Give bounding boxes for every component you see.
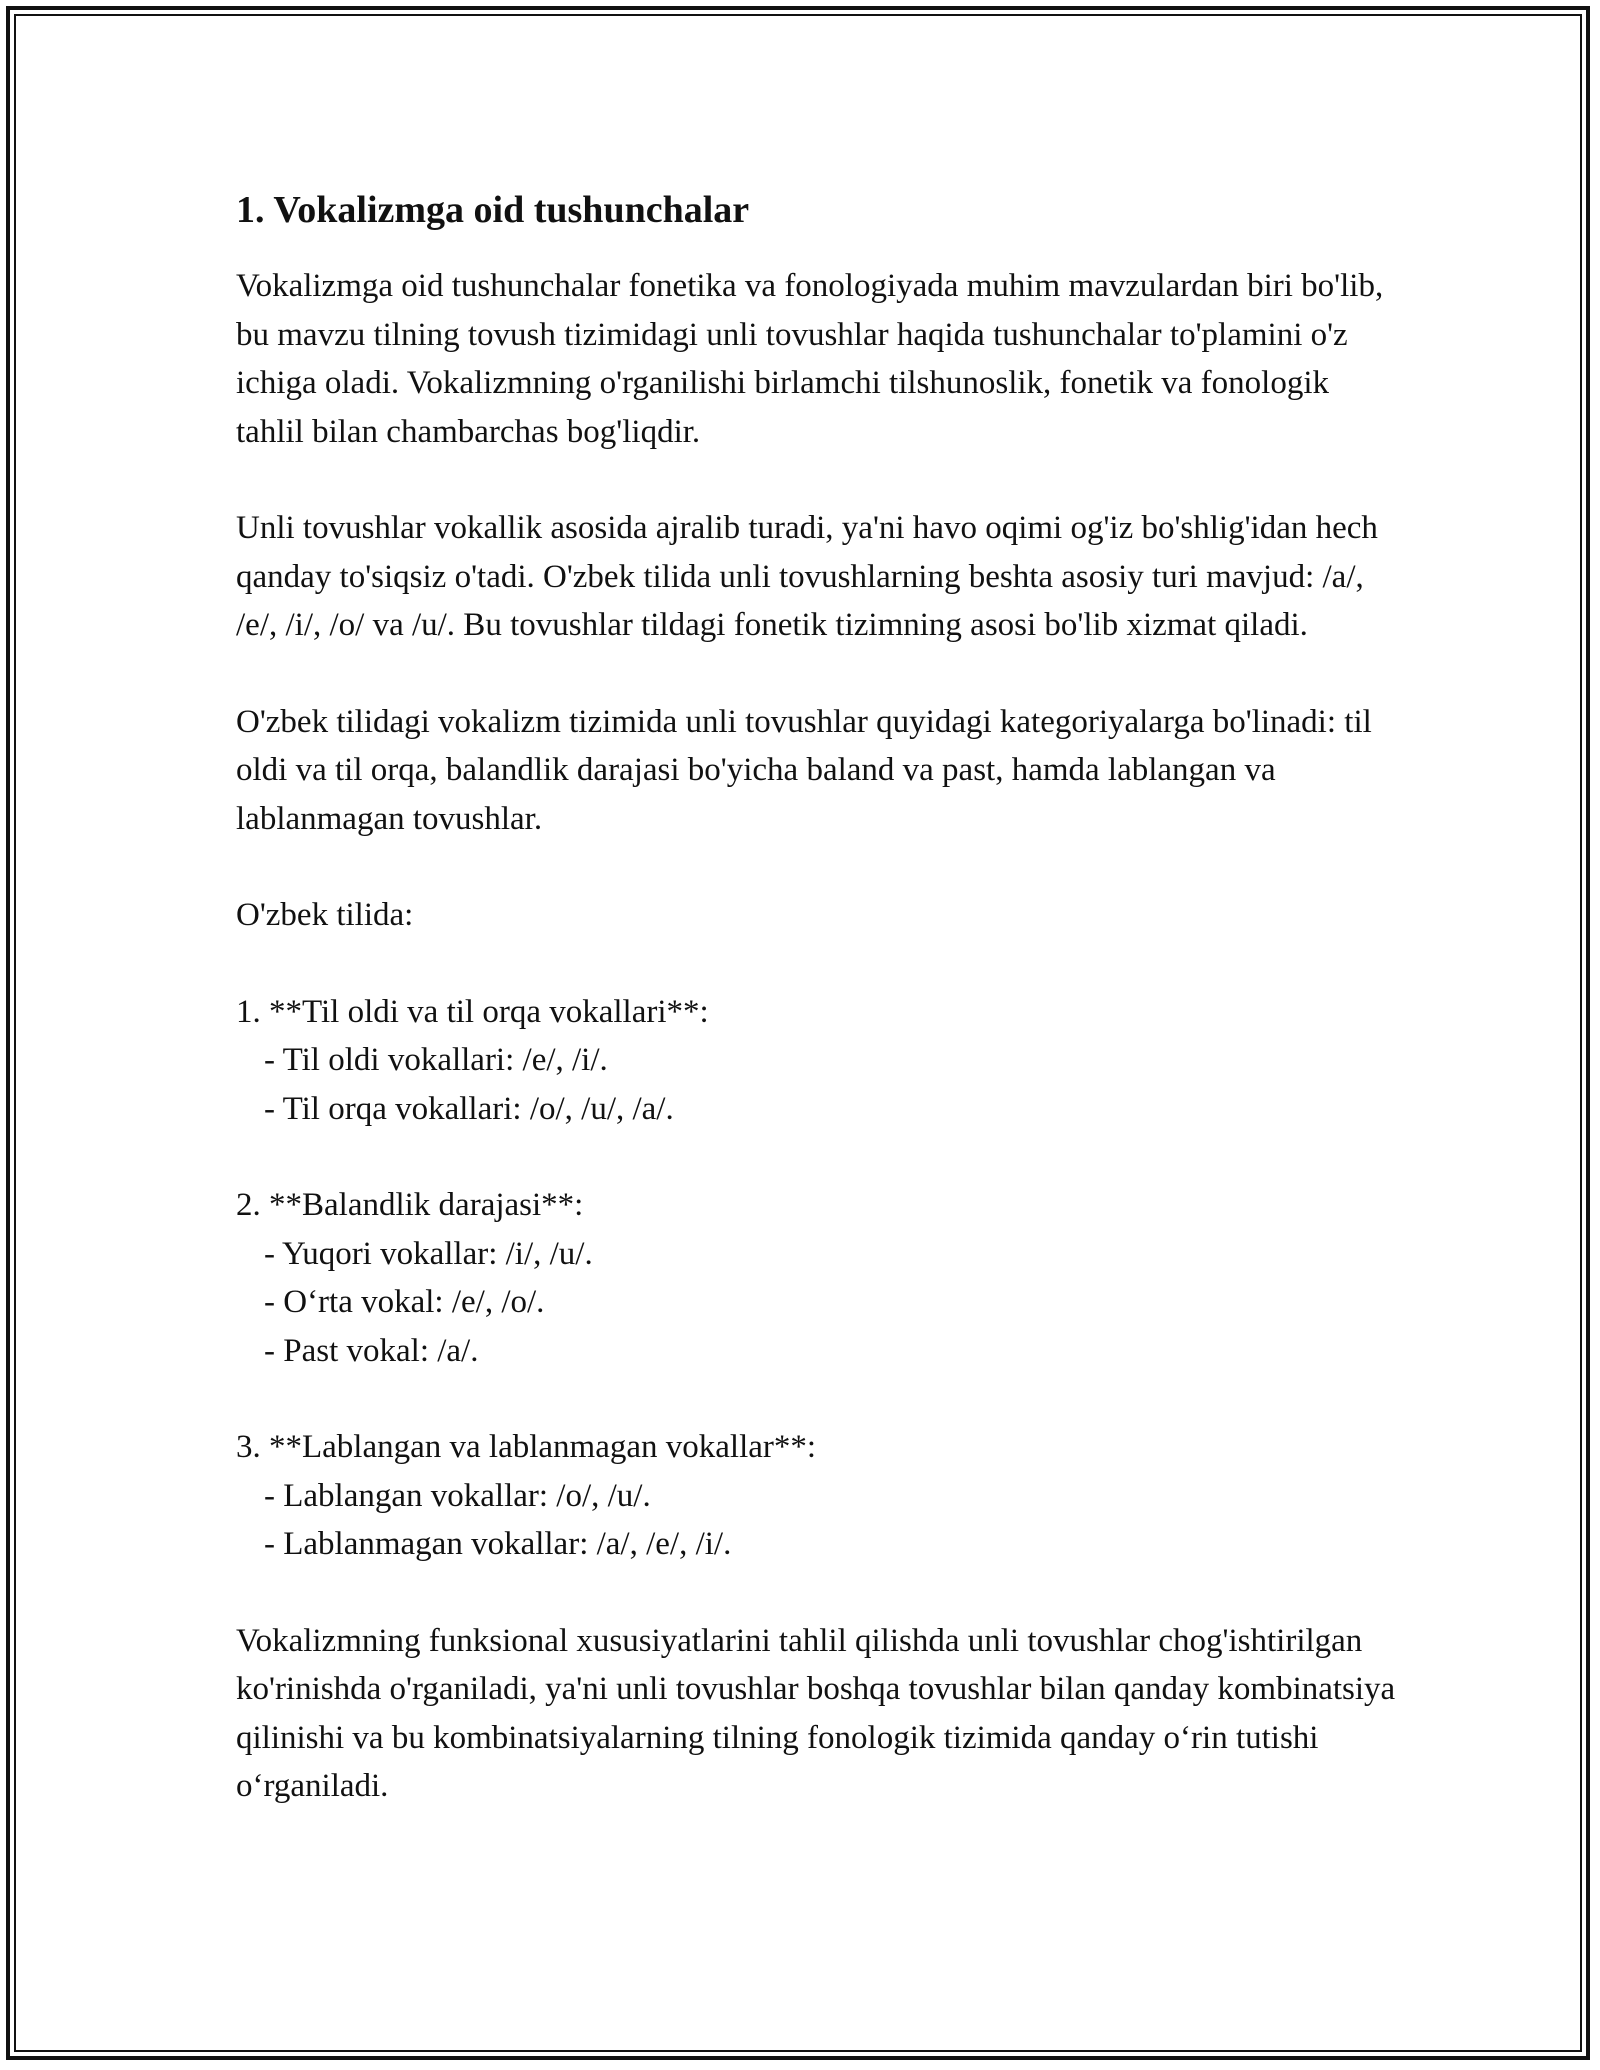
list-title: 2. **Balandlik darajasi**: bbox=[236, 1187, 584, 1223]
list-item: - Lablanmagan vokallar: /a/, /e/, /i/. bbox=[264, 1526, 732, 1562]
paragraph-categories: O'zbek tilidagi vokalizm tizimida unli tovushlar quyidagi kategoriyalarga bo'linadi: til oldi va til orqa, balandlik darajasi bo'yicha baland va past, hamda lablangan va lablanmagan tovushlar. bbox=[236, 703, 1372, 837]
list-item: - Til oldi vokallari: /e/, /i/. bbox=[264, 1042, 608, 1078]
paragraph-intro: Vokalizmga oid tushunchalar fonetika va fonologiyada muhim mavzulardan biri bo'lib, bu mavzu tilning tovush tizimidagi unli tovushlar haqida tushunchalar to'plamini o'z ichiga oladi. Vokalizmning o'rganilishi birlamchi tilshunoslik, fonetik va fonologik tahlil bilan chambarchas bog'liqdir. bbox=[236, 268, 1384, 450]
section-heading: 1. Vokalizmga oid tushunchalar bbox=[236, 189, 750, 231]
paragraph-list-intro: O'zbek tilida: bbox=[236, 897, 414, 933]
list-title: 3. **Lablangan va lablanmagan vokallar**: bbox=[236, 1429, 817, 1465]
list-front-back bbox=[236, 988, 1396, 1134]
paragraph-vowels: Unli tovushlar vokallik asosida ajralib turadi, ya'ni havo oqimi og'iz bo'shlig'idan hech qanday to'siqsiz o'tadi. O'zbek tilida unli tovushlarning beshta asosiy turi mavjud: /a/, /e/, /i/, /o/ va /u/. Bu tovushlar tildagi fonetik tizimning asosi bo'lib xizmat qiladi. bbox=[236, 510, 1378, 643]
list-item: - Yuqori vokallar: /i/, /u/. bbox=[264, 1235, 593, 1272]
list-title: 1. **Til oldi va til orqa vokallari**: bbox=[236, 993, 709, 1030]
document-page bbox=[236, 184, 1396, 1859]
list-height bbox=[236, 1181, 1396, 1375]
list-rounded bbox=[236, 1423, 1396, 1569]
list-item: - Til orqa vokallari: /o/, /u/, /a/. bbox=[264, 1090, 674, 1127]
list-item: - O‘rta vokal: /e/, /o/. bbox=[264, 1284, 545, 1320]
list-item: - Lablangan vokallar: /o/, /u/. bbox=[264, 1477, 651, 1514]
paragraph-closing: Vokalizmning funksional xususiyatlarini tahlil qilishda unli tovushlar chog'ishtirilgan ko'rinishda o'rganiladi, ya'ni unli tovushlar boshqa tovushlar bilan qanday kombinatsiya qilinishi va bu kombinatsiyalarning tilning fonologik tizimida qanday o‘rin tutishi o‘rganiladi. bbox=[236, 1622, 1396, 1804]
list-item: - Past vokal: /a/. bbox=[264, 1332, 479, 1369]
